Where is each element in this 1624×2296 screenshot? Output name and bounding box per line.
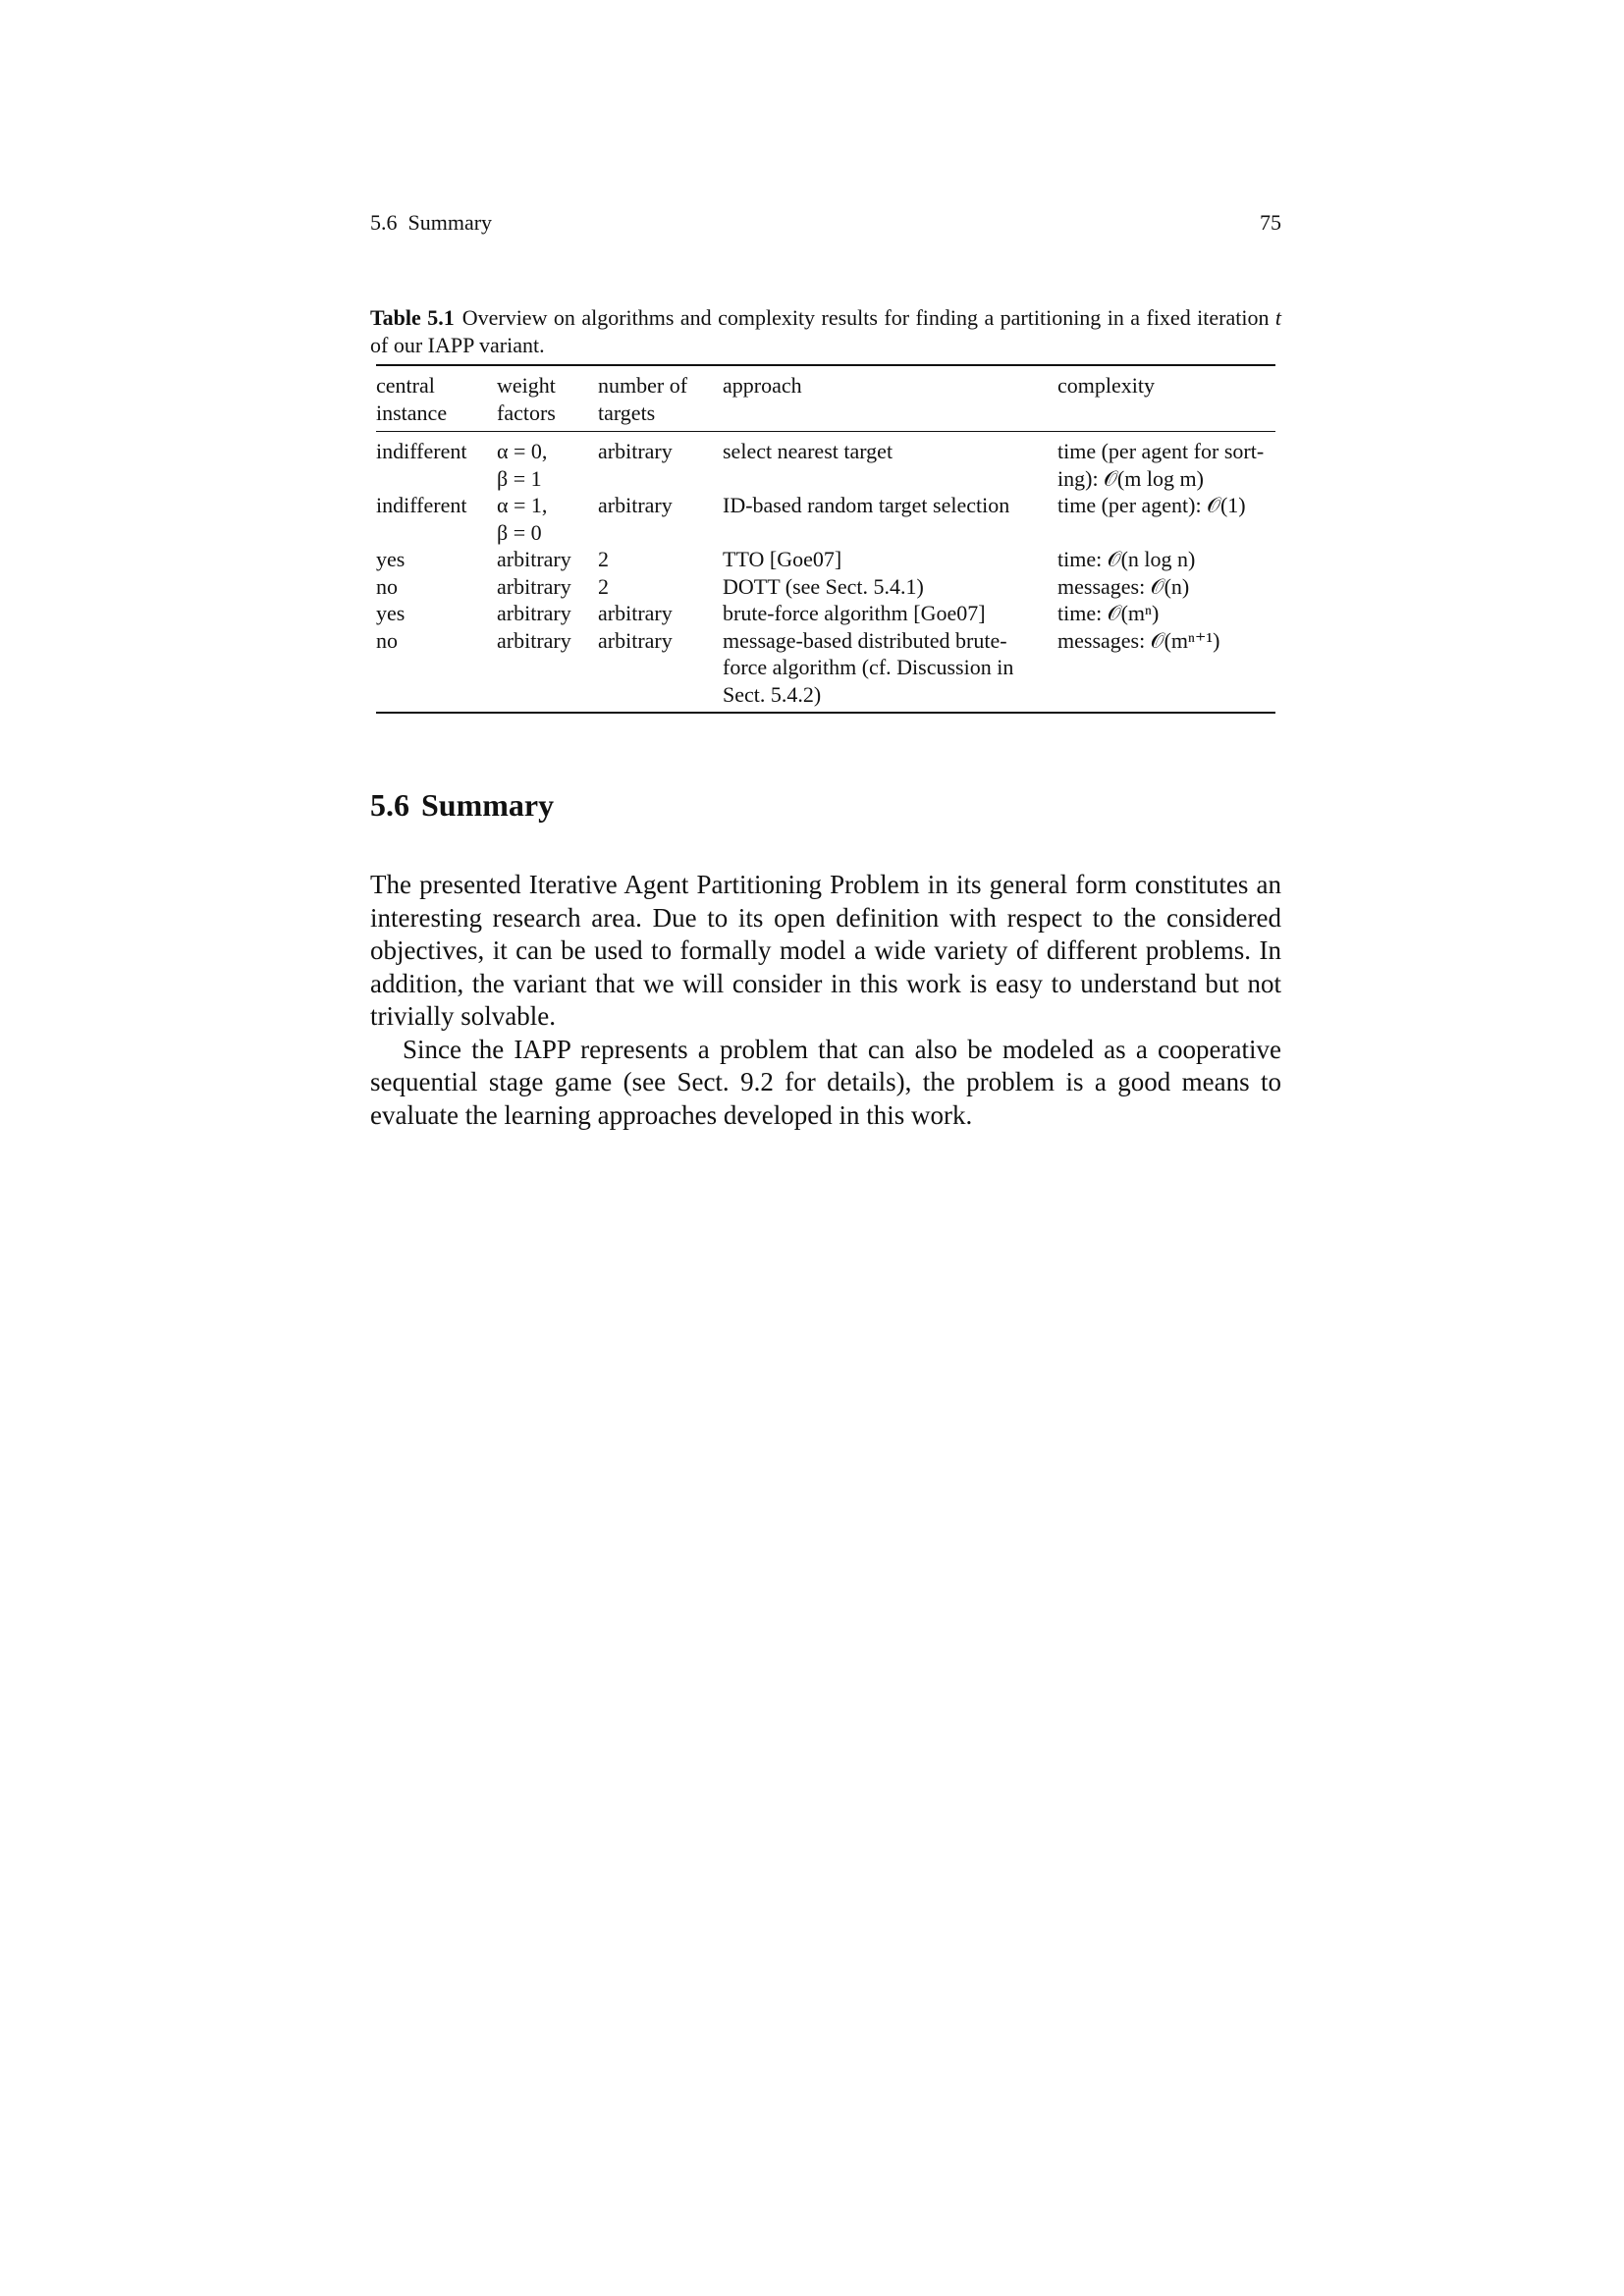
table-header-row — [376, 365, 1275, 432]
table-cell-text: ing): 𝒪(m log m) — [1057, 465, 1204, 491]
complexity-table — [376, 364, 1275, 714]
table-cell — [598, 546, 723, 573]
table-row — [376, 492, 1275, 546]
table-body — [376, 432, 1275, 714]
table-cell — [497, 573, 598, 601]
table-cell — [723, 627, 1057, 714]
table-cell-text: β = 0 — [497, 519, 542, 545]
table-cell — [376, 492, 497, 546]
table-header-text: number of — [598, 373, 688, 398]
table-cell-text: TTO [Goe07] — [723, 547, 842, 571]
table-cell-text: messages: 𝒪(mⁿ⁺¹) — [1057, 627, 1220, 653]
table-cell — [1057, 573, 1275, 601]
table-cell-text: select nearest target — [723, 439, 893, 463]
table-cell-text: arbitrary — [497, 573, 571, 599]
table-cell-text: DOTT (see Sect. 5.4.1) — [723, 573, 924, 599]
table-cell-text: 2 — [598, 547, 609, 571]
table-cell-text: indifferent — [376, 493, 467, 517]
table-cell — [1057, 546, 1275, 573]
table-cell-text: force algorithm (cf. Discussion in — [723, 655, 1014, 679]
table-cell-text: no — [376, 627, 398, 653]
table-cell-text: arbitrary — [497, 627, 571, 653]
table-row — [376, 600, 1275, 627]
table-cell-text: time (per agent): 𝒪(1) — [1057, 493, 1246, 517]
table-row — [376, 573, 1275, 601]
table-cell-text: time: 𝒪(mⁿ) — [1057, 601, 1160, 625]
table-caption-text-end: of our IAPP variant. — [370, 333, 545, 357]
table-cell — [497, 432, 598, 493]
table-cell — [598, 600, 723, 627]
table-cell-text: arbitrary — [598, 601, 673, 625]
complexity-table-container — [376, 364, 1275, 714]
paragraph: Since the IAPP represents a problem that can also be modeled as a cooperative sequential stage game (see Sect. 9.2 for details), the problem is a good means to evaluate the learning approaches developed in this work. — [370, 1034, 1281, 1130]
table-row — [376, 627, 1275, 714]
table-cell — [497, 546, 598, 573]
table-cell — [1057, 600, 1275, 627]
table-cell — [376, 627, 497, 714]
table-header-text: central — [376, 373, 435, 398]
table-cell — [376, 573, 497, 601]
table-row — [376, 432, 1275, 493]
section-title: Summary — [421, 787, 555, 823]
table-caption-math: t — [1274, 305, 1281, 330]
table-cell-text: α = 0, — [497, 439, 548, 463]
section-number: 5.6 — [370, 787, 409, 823]
table-cell — [1057, 627, 1275, 714]
table-cell — [497, 627, 598, 714]
table-cell — [376, 600, 497, 627]
running-head — [370, 208, 1281, 238]
table-caption-text: Overview on algorithms and complexity results for finding a partitioning in a fixed iteration — [461, 305, 1275, 330]
table-header-text: approach — [723, 373, 802, 398]
table-header-text: complexity — [1057, 373, 1155, 398]
body-text — [370, 869, 1281, 1132]
table-cell — [723, 492, 1057, 546]
table-cell — [1057, 492, 1275, 546]
table-cell-text: β = 1 — [497, 465, 542, 491]
table-cell-text: Sect. 5.4.2) — [723, 681, 822, 707]
section-heading — [370, 785, 554, 825]
table-header-text: factors — [497, 400, 556, 425]
page-number: 75 — [1260, 210, 1281, 235]
table-cell — [723, 573, 1057, 601]
table-cell — [723, 546, 1057, 573]
table-cell — [1057, 432, 1275, 493]
table-header-text: instance — [376, 400, 448, 425]
table-header-cell — [723, 365, 1057, 432]
table-cell — [497, 600, 598, 627]
table-cell — [598, 627, 723, 714]
table-cell-text: no — [376, 573, 398, 599]
table-cell-text: arbitrary — [598, 439, 673, 463]
table-cell-text: arbitrary — [598, 493, 673, 517]
table-cell — [497, 492, 598, 546]
table-cell-text: ID-based random target selection — [723, 493, 1010, 517]
table-cell-text: brute-force algorithm [Goe07] — [723, 601, 986, 625]
table-cell — [598, 492, 723, 546]
table-header-text: targets — [598, 400, 656, 425]
table-header-cell — [598, 365, 723, 432]
table-header-text: weight — [497, 373, 556, 398]
table-cell — [723, 600, 1057, 627]
table-cell-text: time: 𝒪(n log n) — [1057, 547, 1196, 571]
table-cell-text: arbitrary — [598, 627, 673, 653]
table-cell-text: arbitrary — [497, 547, 571, 571]
table-cell — [598, 432, 723, 493]
table-cell-text: yes — [376, 601, 406, 625]
table-cell — [376, 546, 497, 573]
table-row — [376, 546, 1275, 573]
table-cell-text: α = 1, — [497, 493, 548, 517]
table-cell-text: yes — [376, 547, 406, 571]
table-cell-text: message-based distributed brute- — [723, 627, 1007, 653]
table-caption-label: Table 5.1 — [370, 305, 455, 330]
table-cell — [723, 432, 1057, 493]
table-cell-text: messages: 𝒪(n) — [1057, 573, 1190, 599]
table-cell-text: time (per agent for sort- — [1057, 439, 1265, 463]
table-cell — [598, 573, 723, 601]
table-header-cell — [1057, 365, 1275, 432]
table-cell-text: 2 — [598, 573, 609, 599]
table-header-cell — [497, 365, 598, 432]
running-head-section: 5.6 Summary — [370, 210, 493, 235]
table-header-cell — [376, 365, 497, 432]
table-cell-text: arbitrary — [497, 601, 571, 625]
table-caption — [370, 304, 1281, 359]
table-cell-text: indifferent — [376, 439, 467, 463]
paragraph: The presented Iterative Agent Partitioning Problem in its general form constitutes an interesting research area. Due to its open definition with respect to the considered objectives, it can be used to formally model a wide variety of different problems. In addition, the variant that we will consider in this work is easy to understand but not trivially solvable. — [370, 870, 1281, 1031]
table-cell — [376, 432, 497, 493]
